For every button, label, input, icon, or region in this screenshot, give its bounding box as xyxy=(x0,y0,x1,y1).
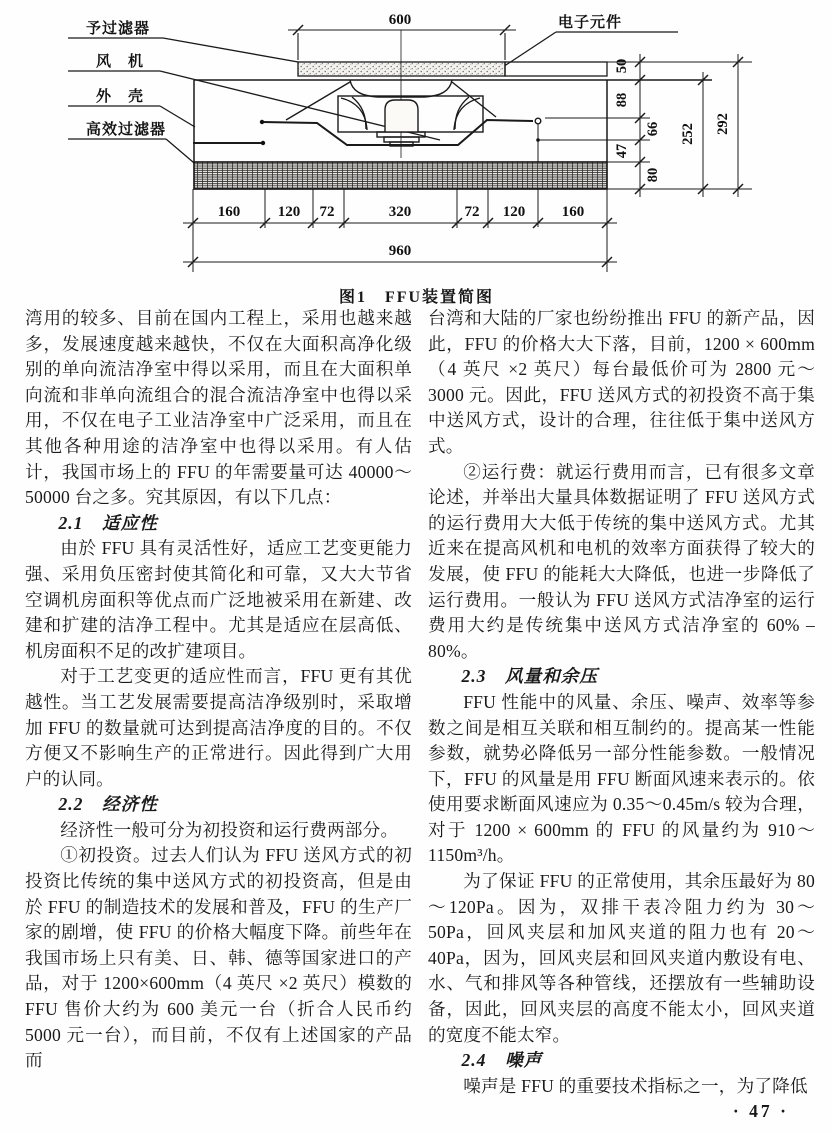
section-heading-2-4: 2.4 噪声 xyxy=(461,1050,543,1071)
hepa-label: 高效过滤器 xyxy=(86,122,167,138)
paragraph-continuation: 台湾和大陆的厂家也纷纷推出 FFU 的新产品，因此，FFU 的价格大大下落，目前，1200 × 600mm（4 英尺 ×2 英尺）每台最低价可为 2800 元～3000 元。因此，FFU 送风方式的初投资不高于集中送风方式，设计的合理，往往低于集中送风方式。 xyxy=(428,308,815,456)
dim-50: 50 xyxy=(614,58,630,74)
electronics-compartment xyxy=(505,62,607,76)
dim-292: 292 xyxy=(715,113,731,135)
section-heading-2-1: 2.1 适应性 xyxy=(58,512,158,533)
paragraph: 为了保证 FFU 的正常使用，其余压最好为 80～120Pa。因为，双排干表冷阻力约为 30～50Pa，回风夹层和加风夹道的阻力也有 20～40Pa，因为，回风夹层和回风夹道内敷设有电、水、气和排风等各种管线，还摆放有一些辅助设备，因此，回风夹层的高度不能太小，回风夹道的宽度不能太窄。 xyxy=(428,871,815,1045)
dim-600: 600 xyxy=(388,12,412,28)
hepa-filter-band xyxy=(194,162,607,189)
paragraph: 经济性一般可分为初投资和运行费两部分。 xyxy=(60,819,399,840)
page-number: · 47 · xyxy=(732,1101,789,1122)
shell-label: 外 壳 xyxy=(96,89,145,105)
fan-motor xyxy=(385,100,418,132)
dim-88: 88 xyxy=(614,92,630,108)
electronics-label: 电子元件 xyxy=(558,15,623,31)
dim-160-right: 160 xyxy=(561,204,585,220)
ffu-figure xyxy=(0,0,833,282)
label-hepa xyxy=(68,120,200,168)
section-heading-2-3: 2.3 风量和余压 xyxy=(461,666,598,687)
paragraph: 由於 FFU 具有灵活性好，适应工艺变更能力强、采用负压密封使其简化和可靠，又大大节省空调机房面积等优点而广泛地被采用在新建、改建和扩建的洁净工程中。尤其是适应在层高低、机房面积不足的改扩建项目。 xyxy=(25,538,412,661)
dim-80: 80 xyxy=(645,167,661,183)
paragraph: 对于工艺变更的适应性而言，FFU 更有其优越性。当工艺发展需要提高洁净级别时，采取增加 FFU 的数量就可达到提高洁净度的目的。不仅方便又不影响生产的正常进行。因此得到广大用户的认同。 xyxy=(25,666,412,789)
dim-320: 320 xyxy=(388,204,412,220)
dim-72-left: 72 xyxy=(319,204,335,220)
dim-120-right: 120 xyxy=(502,204,526,220)
hepa-leader-line xyxy=(68,139,200,168)
dim-160-left: 160 xyxy=(217,204,241,220)
dim-72-right: 72 xyxy=(464,204,480,220)
fan-label: 风 机 xyxy=(96,54,145,70)
paragraph: ②运行费：就运行费用而言，已有很多文章论述，并举出大量具体数据证明了 FFU 送风方式的运行费用大大低于传统的集中送风方式。尤其近来在提高风机和电机的效率方面获得了较大的发展，使 FFU 的能耗大大降低，也进一步降低了运行费用。一般认为 FFU 送风方式洁净室的运行费用大约是传统集中送风方式洁净室的 60% – 80%。 xyxy=(428,461,815,661)
left-column xyxy=(25,306,412,1125)
paragraph: ①初投资。过去人们认为 FFU 送风方式的初投资比传统的集中送风方式的初投资高，但是由於 FFU 的制造技术的发展和普及，FFU 的生产厂家的剧增，使 FFU 的价格大幅度下降。前些年在我国市场上只有美、日、韩、德等国家进口的产品，对于 1200×600mm（4 英尺 ×2 英尺）模数的 FFU 售价大约为 600 美元一台（折合人民币约 5000 元一台），而目前，不仅有上述国家的产品而 xyxy=(25,845,412,1071)
dimension-top xyxy=(288,12,516,60)
fan-assembly xyxy=(193,30,541,227)
dim-120-left: 120 xyxy=(277,204,301,220)
dimension-bottom xyxy=(183,189,617,272)
casing-outline xyxy=(194,80,712,162)
article-body xyxy=(25,306,815,1125)
right-column xyxy=(428,306,815,1125)
paragraph-continuation: 湾用的较多、目前在国内工程上，采用也越来越多，发展速度越来越快，不仅在大面积高净化级别的单向流洁净室中得以采用，而且在大面积单向流和非单向流组合的混合流洁净室中也得以采用，不仅在电子工业洁净室中广泛采用，而且在其他各种用途的洁净室中也得以采用。有人估计，我国市场上的 FFU 的年需要量可达 40000～50000 台之多。究其原因，有以下几点： xyxy=(25,308,412,508)
label-shell xyxy=(68,87,195,127)
dim-960: 960 xyxy=(388,243,412,259)
section-heading-2-2: 2.2 经济性 xyxy=(58,794,158,815)
dim-47: 47 xyxy=(614,143,630,159)
ffu-diagram xyxy=(0,0,833,282)
label-electronics xyxy=(488,13,678,76)
prefilter-strip xyxy=(298,62,607,76)
electronics-leader-line xyxy=(488,32,678,76)
figure-caption: 图1 FFU装置简图 xyxy=(338,289,495,306)
paragraph: 噪声是 FFU 的重要技术指标之一，为了降低 xyxy=(463,1075,808,1096)
dim-66: 66 xyxy=(645,121,661,137)
dim-252: 252 xyxy=(680,123,696,145)
paragraph: FFU 性能中的风量、余压、噪声、效率等参数之间是相互关联和相互制约的。提高某一性能参数，就势必降低另一部分性能参数。一般情况下，FFU 的风量是用 FFU 断面风速来表示的。依使用要求断面风速应为 0.35～0.45m/s 较为合理，对于 1200 × 600mm 的 FFU 的风量约为 910～1150m³/h。 xyxy=(428,691,815,866)
prefilter-label: 予过滤器 xyxy=(86,21,151,37)
